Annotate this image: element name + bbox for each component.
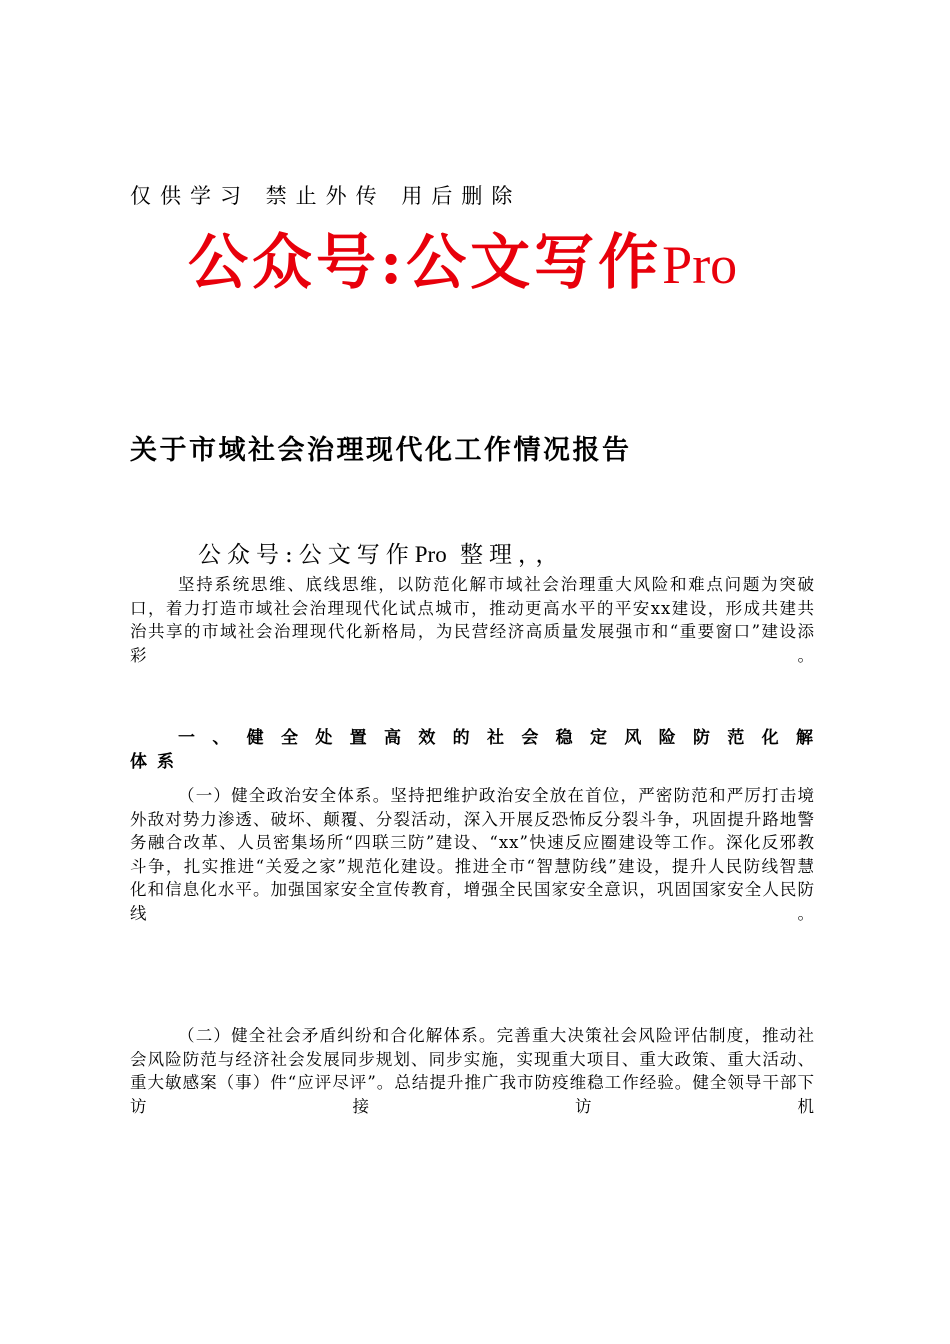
paragraph-section1-2: （二）健全社会矛盾纠纷和合化解体系。完善重大决策社会风险评估制度，推动社会风险防范与经济社会发展同步规划、同步实施，实现重大项目、重大政策、重大活动、重大敏感案（事）件“应评尽评”。总结提升推广我市防疫维稳工作经验。健全领导干部下访接访机	[130, 1026, 815, 1116]
section-heading-1-line2: 体系	[130, 752, 184, 772]
brand-latin: Pro	[662, 235, 738, 295]
subtitle-latin: Pro	[414, 542, 447, 567]
document-title: 关于市域社会治理现代化工作情况报告	[130, 435, 632, 466]
paragraph-intro: 坚持系统思维、底线思维，以防范化解市域社会治理重大风险和难点问题为突破口，着力打造市域社会治理现代化试点城市，推动更高水平的平安xx建设，形成共建共治共享的市域社会治理现代化新格局，为民营经济高质量发展强市和“重要窗口”建设添彩。	[130, 575, 815, 665]
brand-cjk: 公众号:公文写作	[188, 228, 663, 298]
document-subtitle	[198, 536, 565, 569]
usage-notice: 仅供学习 禁止外传 用后删除	[130, 184, 522, 208]
section-heading-1-line1: 一、健全处置高效的社会稳定风险防范化解	[178, 728, 815, 748]
brand-watermark	[188, 228, 737, 300]
paragraph-section1-1: （一）健全政治安全体系。坚持把维护政治安全放在首位，严密防范和严厉打击境外敌对势力渗透、破坏、颠覆、分裂活动，深入开展反恐怖反分裂斗争，巩固提升路地警务融合改革、人员密集场所“四联三防”建设、“xx”快速反应圈建设等工作。深化反邪教斗争，扎实推进“关爱之家”规范化建设。推进全市“智慧防线”建设，提升人民防线智慧化和信息化水平。加强国家安全宣传教育，增强全民国家安全意识，巩固国家安全人民防线。	[130, 786, 815, 923]
subtitle-tail: 整理，，	[460, 542, 565, 568]
subtitle-cjk: 公众号:公文写作	[198, 542, 415, 568]
section-heading-1	[130, 726, 815, 774]
